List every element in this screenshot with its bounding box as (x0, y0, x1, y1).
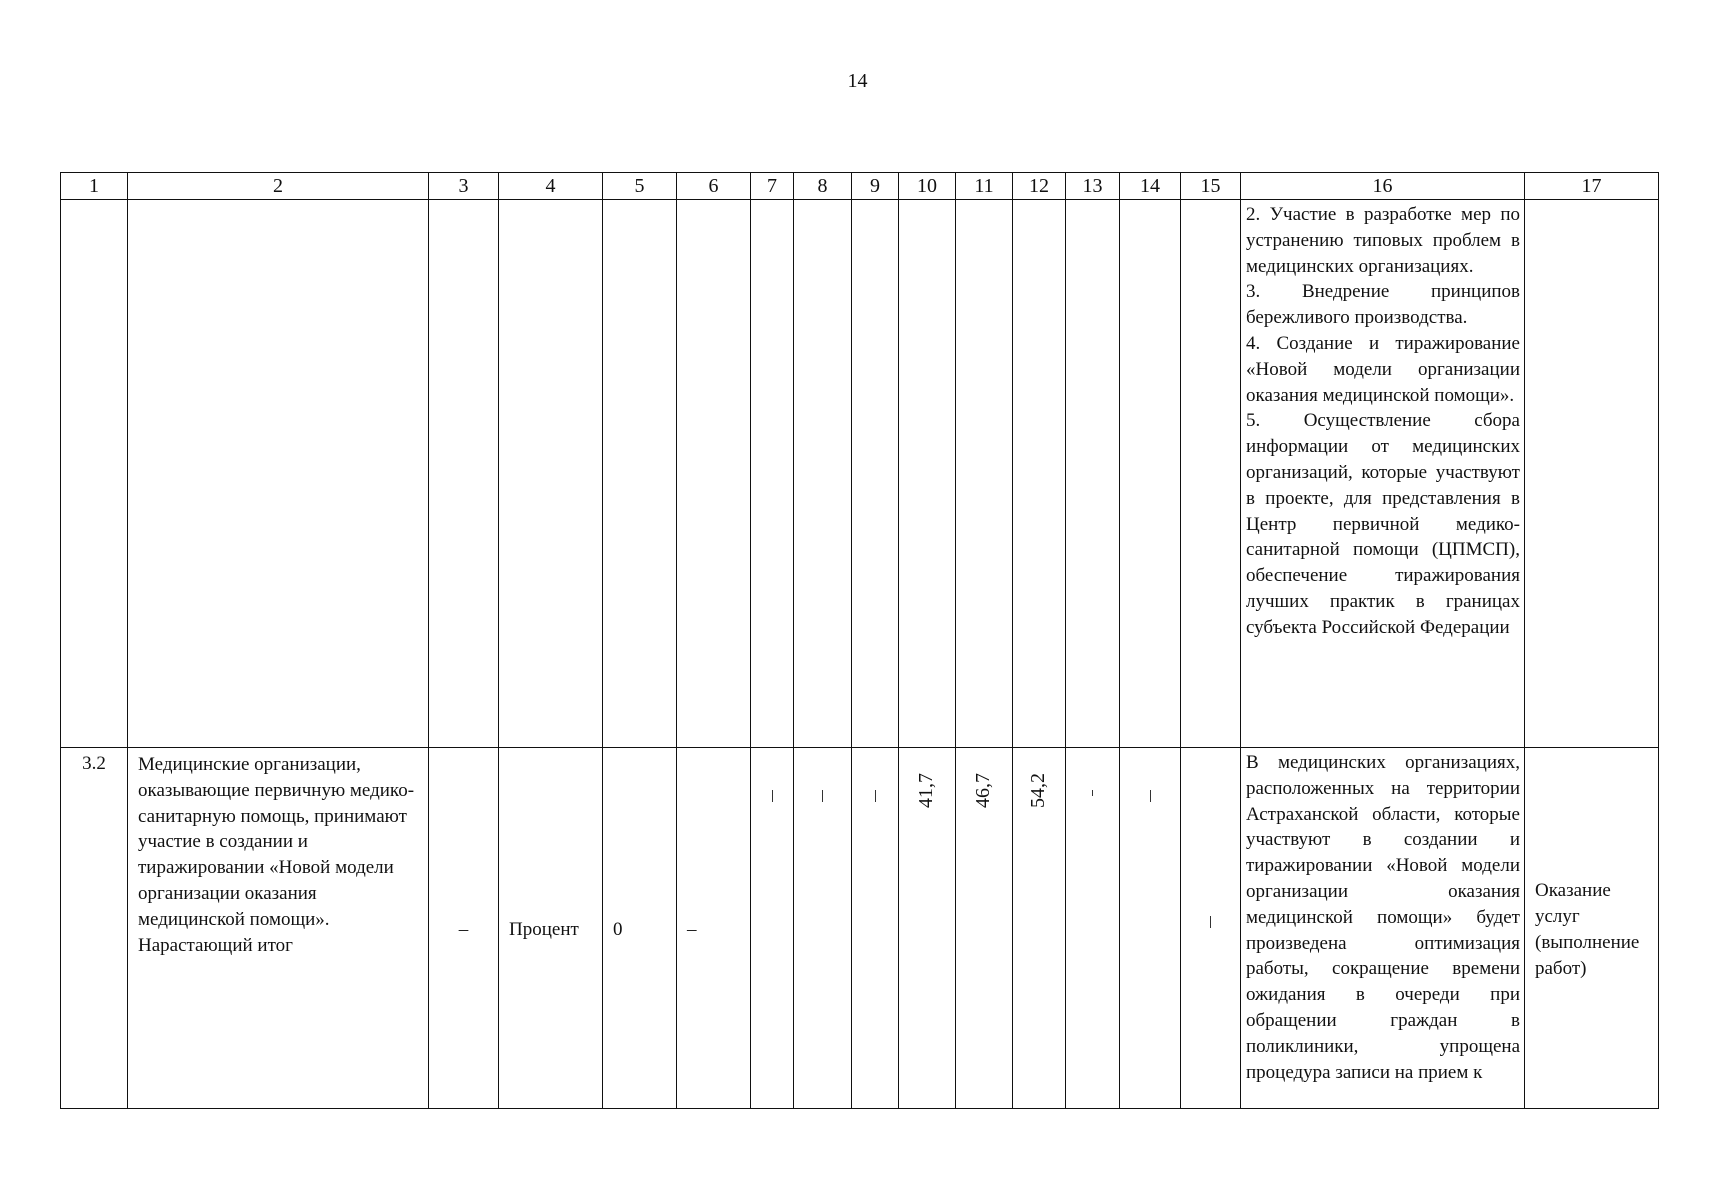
col-header-16: 16 (1241, 173, 1525, 200)
cell-col10 (899, 200, 956, 748)
cell-col15 (1181, 748, 1241, 1109)
cell-col12 (1013, 200, 1066, 748)
cell-col2 (128, 200, 429, 748)
dash-mark (1150, 790, 1151, 802)
cell-col13 (1066, 748, 1120, 1109)
measure-paragraph-4: 4. Создание и тиражирование «Новой модели организации оказания медицинской помощи». (1246, 332, 1520, 406)
table-row (61, 748, 1659, 1109)
col-header-1: 1 (61, 173, 128, 200)
col-header-4: 4 (499, 173, 603, 200)
cell-col7 (751, 200, 794, 748)
cell-col8 (794, 748, 852, 1109)
col-header-2: 2 (128, 173, 429, 200)
cell-col1 (61, 200, 128, 748)
result-type: Оказание услуг (выполнение работ) (1525, 748, 1659, 1109)
col-header-13: 13 (1066, 173, 1120, 200)
dash-mark (1210, 916, 1211, 928)
cell-col12 (1013, 748, 1066, 1109)
dash-mark (1092, 790, 1093, 796)
dash-mark (875, 790, 876, 802)
cell-col14 (1120, 748, 1181, 1109)
col-header-7: 7 (751, 173, 794, 200)
base-value: 0 (603, 748, 677, 1109)
cell-col6: – (677, 748, 751, 1109)
table-row (61, 200, 1659, 748)
header-row (61, 173, 1659, 200)
value-col10: 41,7 (915, 773, 938, 808)
cell-col17 (1525, 200, 1659, 748)
dash-mark (822, 790, 823, 802)
col-header-6: 6 (677, 173, 751, 200)
measure-paragraph-2: 2. Участие в разработке мер по устранению типовых проблем в медицинских организациях. (1246, 204, 1520, 277)
row-number: 3.2 (61, 748, 128, 1109)
cell-col11 (956, 200, 1013, 748)
cell-col5 (603, 200, 677, 748)
cell-col7 (751, 748, 794, 1109)
measure-paragraph-3: 3. Внедрение принципов бережливого производства. (1246, 281, 1520, 329)
cell-col6 (677, 200, 751, 748)
col-header-11: 11 (956, 173, 1013, 200)
cell-col16-measures (1241, 200, 1525, 748)
cell-col9 (852, 200, 899, 748)
indicator-name: Медицинские организации, оказывающие первичную медико-санитарную помощь, принимают участие в создании и тиражировании «Новой модели организации оказания медицинской помощи». Нарастающий итог (128, 748, 429, 1109)
col-header-15: 15 (1181, 173, 1241, 200)
col-header-10: 10 (899, 173, 956, 200)
cell-col4 (499, 200, 603, 748)
cell-col11 (956, 748, 1013, 1109)
cell-col3 (429, 200, 499, 748)
col-header-9: 9 (852, 173, 899, 200)
indicators-table (60, 172, 1659, 1109)
col-header-8: 8 (794, 173, 852, 200)
cell-col9 (852, 748, 899, 1109)
col-header-3: 3 (429, 173, 499, 200)
dash-mark (772, 790, 773, 802)
measure-paragraph-5: 5. Осуществление сбора информации от медицинских организаций, которые участвуют в проекте, для представления в Центр первичной медико-санитарной помощи (ЦПМСП), обеспечение тиражирования лучших практик в границах субъекта Российской Федерации (1246, 410, 1520, 638)
page-number: 14 (847, 70, 868, 92)
cell-col8 (794, 200, 852, 748)
col-header-17: 17 (1525, 173, 1659, 200)
cell-col3: – (429, 748, 499, 1109)
col-header-12: 12 (1013, 173, 1066, 200)
cell-col10 (899, 748, 956, 1109)
col-header-5: 5 (603, 173, 677, 200)
cell-col14 (1120, 200, 1181, 748)
cell-col13 (1066, 200, 1120, 748)
expected-result: В медицинских организациях, расположенных на территории Астраханской области, которые участвуют в создании и тиражировании «Новой модели организации оказания медицинской помощи» будет произведена оптимизация работы, сокращение времени ожидания в очереди при обращении граждан в поликлиники, упрощена процедура записи на прием к (1241, 748, 1525, 1109)
value-col12: 54,2 (1027, 773, 1050, 808)
cell-col15 (1181, 200, 1241, 748)
unit-of-measure: Процент (499, 748, 603, 1109)
value-col11: 46,7 (972, 773, 995, 808)
col-header-14: 14 (1120, 173, 1181, 200)
